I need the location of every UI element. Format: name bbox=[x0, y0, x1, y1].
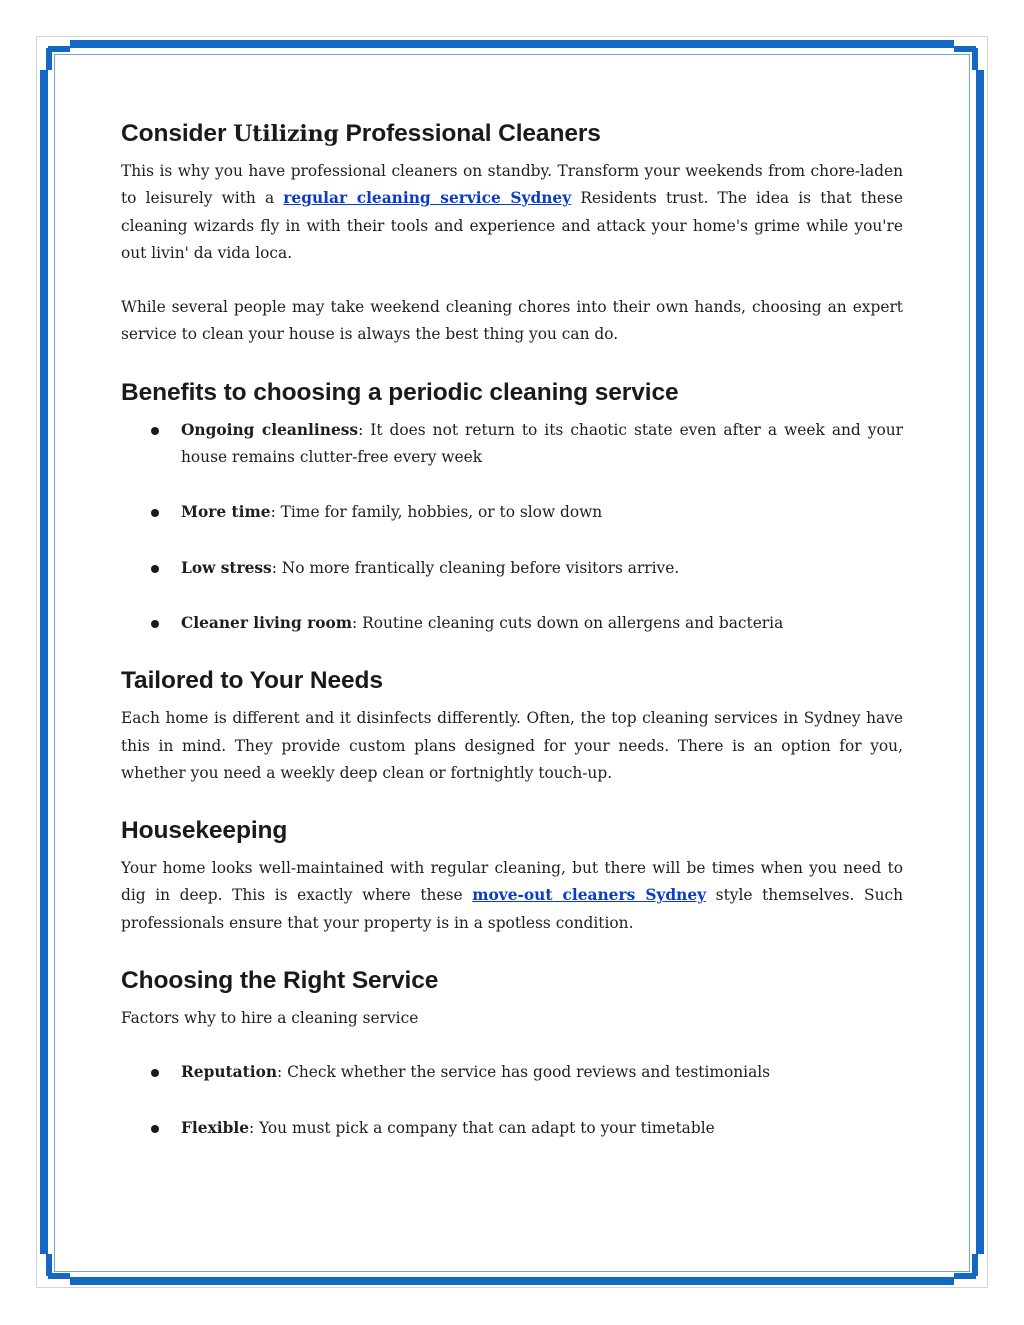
frame-top-bar bbox=[70, 40, 954, 48]
paragraph-tailored: Each home is different and it disinfects differently. Often, the top cleaning services in Sydney have this in mind. They provide custom plans designed for your needs. There is an option for you, whether you need a weekly deep clean or fortnightly touch-up. bbox=[121, 709, 903, 782]
section-heading-tailored: Tailored to Your Needs bbox=[121, 667, 383, 695]
list-item: More time: Time for family, hobbies, or to slow down bbox=[121, 499, 903, 526]
frame-right-bar bbox=[976, 70, 984, 1254]
link-move-out-cleaners[interactable]: move-out cleaners Sydney bbox=[472, 886, 707, 905]
list-item: Reputation: Check whether the service has good reviews and testimonials bbox=[121, 1059, 903, 1086]
paragraph-expert-service: While several people may take weekend cleaning chores into their own hands, choosing an expert service to clean your house is always the best thing you can do. bbox=[121, 298, 903, 344]
bullet-icon bbox=[151, 565, 159, 573]
frame-corner-tl2 bbox=[46, 48, 52, 70]
document-body bbox=[121, 118, 903, 1142]
frame-corner-tr2 bbox=[972, 48, 978, 70]
frame-left-bar bbox=[40, 70, 48, 1254]
section-heading-benefits: Benefits to choosing a periodic cleaning service bbox=[121, 378, 679, 406]
frame-corner-br2 bbox=[972, 1254, 978, 1276]
list-item: Flexible: You must pick a company that can adapt to your timetable bbox=[121, 1115, 903, 1142]
list-item: Ongoing cleanliness: It does not return to its chaotic state even after a week and your house remains clutter-free every week bbox=[121, 417, 903, 472]
bullet-icon bbox=[151, 1125, 159, 1133]
frame-corner-bl2 bbox=[46, 1254, 52, 1276]
list-item: Cleaner living room: Routine cleaning cuts down on allergens and bacteria bbox=[121, 610, 903, 637]
factors-list bbox=[121, 1059, 903, 1142]
section-heading-housekeeping: Housekeeping bbox=[121, 817, 288, 845]
paragraph-factors: Factors why to hire a cleaning service bbox=[121, 1009, 419, 1028]
benefits-list bbox=[121, 417, 903, 637]
bullet-icon bbox=[151, 1069, 159, 1077]
heading-serif-word: Utilizing bbox=[233, 121, 339, 147]
bullet-icon bbox=[151, 427, 159, 435]
bullet-icon bbox=[151, 509, 159, 517]
list-item: Low stress: No more frantically cleaning before visitors arrive. bbox=[121, 555, 903, 582]
section-heading-choosing-service: Choosing the Right Service bbox=[121, 967, 439, 995]
paragraph-housekeeping: Your home looks well-maintained with regular cleaning, but there will be times when you need to dig in deep. This is exactly where these move-out cleaners Sydney style themselves. Such professionals ensure that your property is in a spotless condition. bbox=[121, 859, 904, 932]
frame-bottom-bar bbox=[70, 1277, 954, 1285]
section-heading-professional-cleaners: Consider Utilizing Professional Cleaners bbox=[121, 120, 601, 147]
bullet-icon bbox=[151, 620, 159, 628]
link-regular-cleaning-service[interactable]: regular cleaning service Sydney bbox=[283, 189, 572, 208]
paragraph-intro: This is why you have professional cleaners on standby. Transform your weekends from chore-laden to leisurely with a regular cleaning service Sydney Residents trust. The idea is that these cleaning wizards fly in with their tools and experience and attack your home's grime while you're out livin' da vida loca. bbox=[121, 162, 904, 262]
